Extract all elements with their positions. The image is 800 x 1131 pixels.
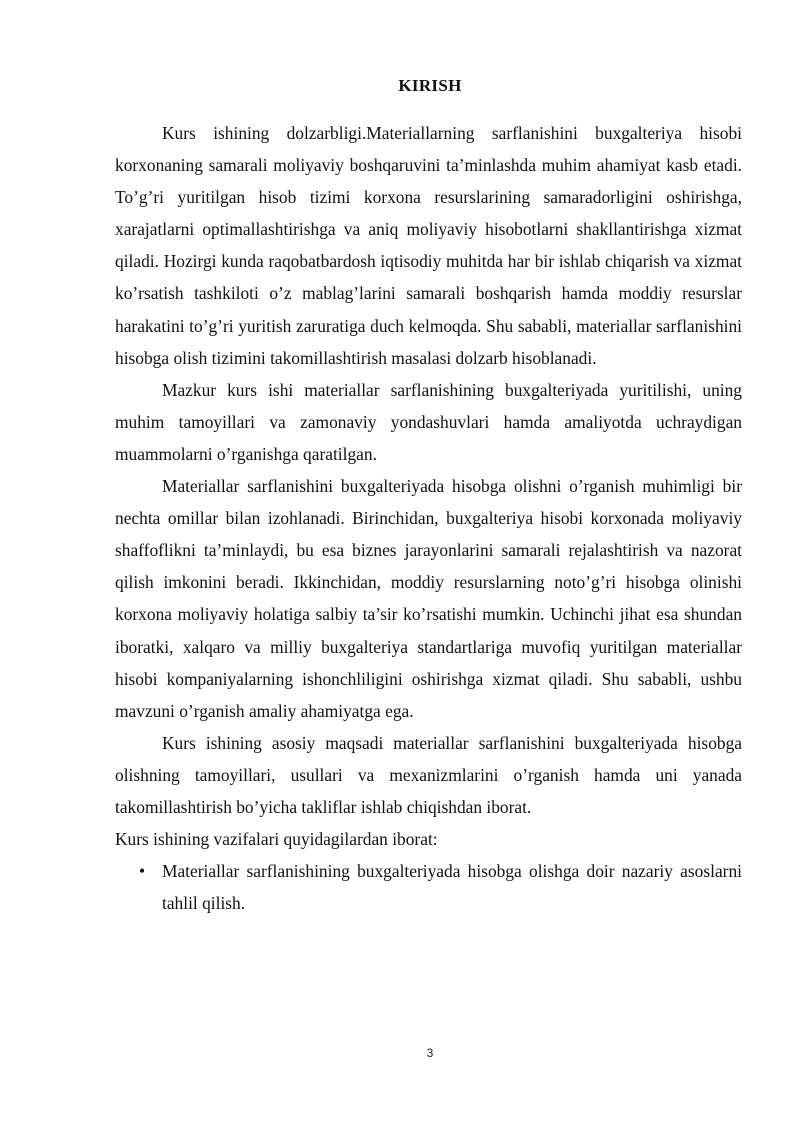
paragraph-importance: Materiallar sarflanishini buxgalteriyada hisobga olishni o’rganish muhimligi bir nechta omillar bilan izohlanadi. Birinchidan, buxgalteriya hisobi korxonada moliyaviy shaffoflikni ta’minlaydi, bu esa biznes jarayonlarini samarali rejalashtirish va nazorat qilish imkonini beradi. Ikkinchidan, moddiy resurslarning noto’g’ri hisobga olinishi korxona moliyaviy holatiga salbiy ta’sir ko’rsatishi mumkin. Uchinchi jihat esa shundan iboratki, xalqaro va milliy buxgalteriya standartlariga muvofiq yuritilgan materiallar hisobi kompaniyalarning ishonchliligini oshirishga xizmat qiladi. Shu sababli, ushbu mavzuni o’rganish amaliy ahamiyatga ega. <box>115 476 742 721</box>
paragraph-scope: Mazkur kurs ishi materiallar sarflanishining buxgalteriyada yuritilishi, uning muhim tamoyillari va zamonaviy yondashuvlari hamda amaliyotda uchraydigan muammolarni o’rganishga qaratilgan. <box>115 379 742 464</box>
tasks-list <box>115 855 742 919</box>
list-item-text: Materiallar sarflanishining buxgalteriyada hisobga olishga doir nazariy asoslarni tahlil qilish. <box>162 861 742 914</box>
paragraph-goal: Kurs ishining asosiy maqsadi materiallar sarflanishini buxgalteriyada hisobga olishning tamoyillari, usullari va mexanizmlarini o’rganish hamda uni yanada takomillashtirish bo’yicha takliflar ishlab chiqishdan iborat. <box>115 732 742 817</box>
paragraph-relevance: Kurs ishining dolzarbligi.Materiallarning sarflanishini buxgalteriya hisobi korxonaning samarali moliyaviy boshqaruvini ta’minlashda muhim ahamiyat kasb etadi. To’g’ri yuritilgan hisob tizimi korxona resurslarining samaradorligini oshirishga, xarajatlarni optimallashtirishga va aniq moliyaviy hisobotlarni shakllantirishga xizmat qiladi. Hozirgi kunda raqobatbardosh iqtisodiy muhitda har bir ishlab chiqarish va xizmat ko’rsatish tashkiloti o’z mablag’larini samarali boshqarish hamda moddiy resurslar harakatini to’g’ri yuritish zaruratiga duch kelmoqda. Shu sababli, materiallar sarflanishini hisobga olish tizimini takomillashtirish masalasi dolzarb hisoblanadi. <box>115 123 742 368</box>
section-heading: KIRISH <box>398 76 462 95</box>
bullet-icon: • <box>139 861 146 882</box>
list-item <box>115 855 742 919</box>
body-text <box>115 117 742 919</box>
tasks-intro: Kurs ishining vazifalari quyidagilardan iborat: <box>115 829 438 850</box>
page-number: 3 <box>426 1046 434 1060</box>
